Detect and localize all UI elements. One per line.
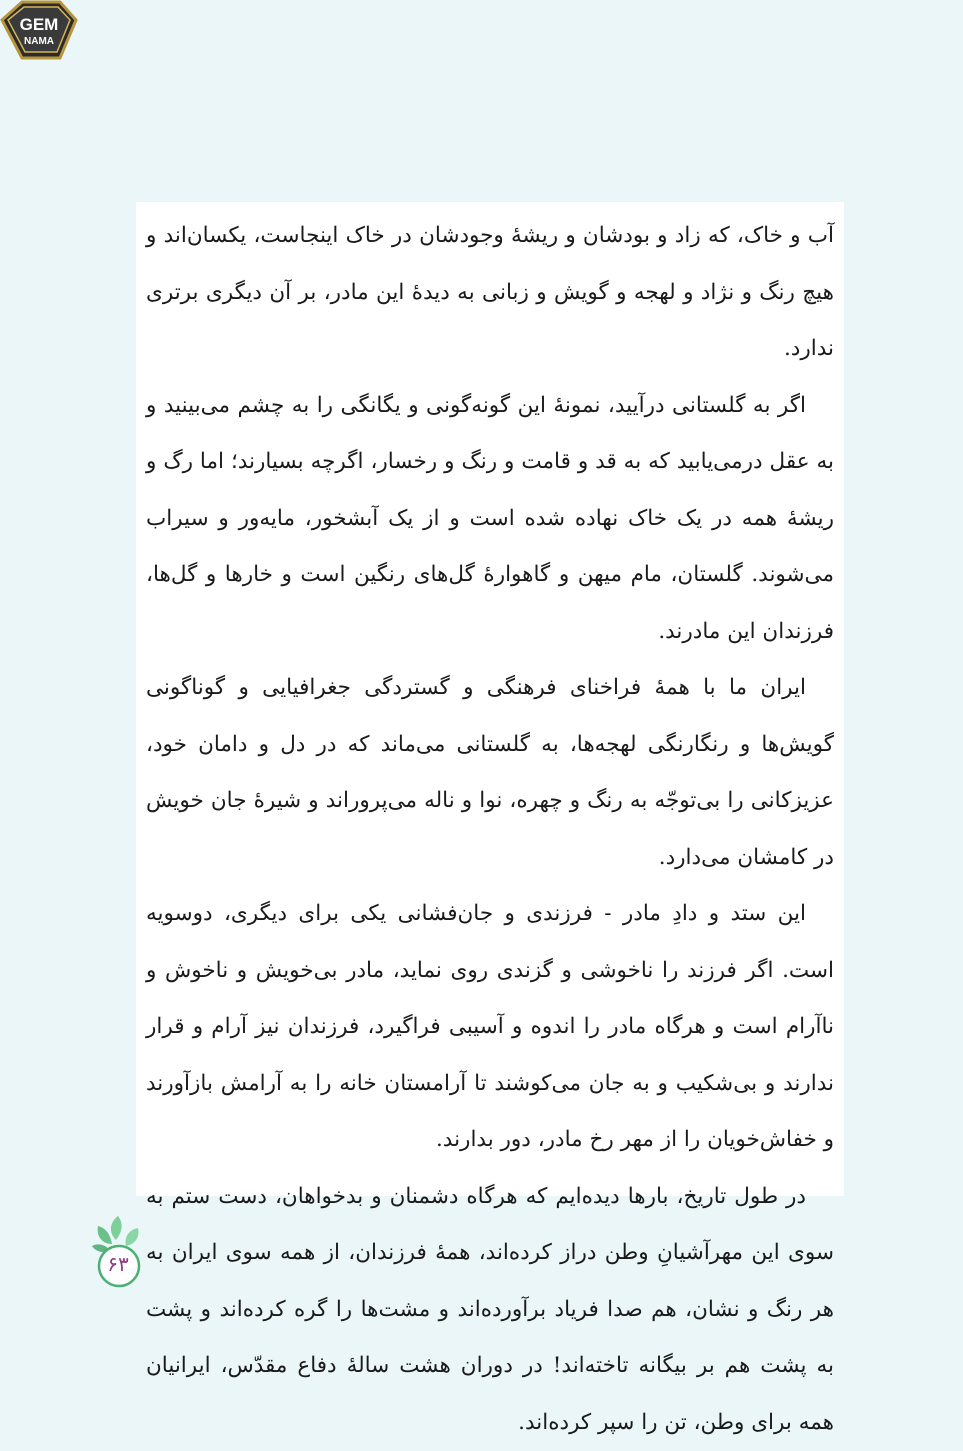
page-number: ۶۳ xyxy=(95,1252,141,1276)
text-panel xyxy=(136,202,844,1196)
paragraph-1: آب و خاک، که زاد و بودشان و ریشهٔ وجودشان در خاک اینجاست، یکسان‌اند و هیچ رنگ و نژاد و لهجه و گویش و زبانی به دیدهٔ این مادر، بر آن دیگری برتری ندارد. xyxy=(146,208,834,378)
gem-nama-logo xyxy=(0,0,78,64)
paragraph-2: اگر به گلستانی درآیید، نمونهٔ این گونه‌گونی و یگانگی را به چشم می‌بینید و به عقل درمی‌یابید که به قد و قامت و رنگ و رخسار، اگرچه بسیارند؛ اما رگ و ریشهٔ همه در یک خاک نهاده شده است و از یک آبشخور، مایه‌ور و سیراب می‌شوند. گلستان، مام میهن و گاهوارهٔ گل‌های رنگین است و خارها و گل‌ها، فرزندان این مادرند. xyxy=(146,378,834,661)
paragraph-5: در طول تاریخ، بارها دیده‌ایم که هرگاه دشمنان و بدخواهان، دست ستم به سوی این مهرآشیانِ وطن دراز کرده‌اند، همهٔ فرزندان، از همه سوی ایران به هر رنگ و نشان، هم صدا فریاد برآورده‌اند و مشت‌ها را گره کرده‌اند و پشت به پشت هم بر بیگانه تاخته‌اند! در دوران هشت سالهٔ دفاع مقدّس، ایرانیان همه برای وطن، تن را سپر کرده‌اند. xyxy=(146,1169,834,1451)
leaf-ornament-icon xyxy=(88,1212,150,1290)
logo-text-nama: NAMA xyxy=(24,36,54,47)
paragraph-3: ایران ما با همهٔ فراخنای فرهنگی و گستردگی جغرافیایی و گوناگونی گویش‌ها و رنگارنگی لهجه‌ها، به گلستانی می‌ماند که در دل و دامان خود، عزیزکانی را بی‌توجّه به رنگ و چهره، نوا و ناله می‌پروراند و شیرهٔ جان خویش در کامشان می‌دارد. xyxy=(146,660,834,886)
logo-text-gem: GEM xyxy=(20,15,59,34)
paragraph-4: این ستد و دادِ مادر - فرزندی و جان‌فشانی یکی برای دیگری، دوسویه است. اگر فرزند را ناخوشی و گزندی روی نماید، مادر بی‌خویش و ناخوش و ناآرام است و هرگاه مادر را اندوه و آسیبی فراگیرد، فرزندان نیز آرام و قرار ندارند و بی‌شکیب و به جان می‌کوشند تا آرامستان خانه را به آرامش بازآورند و خفاش‌خویان را از مهر رخ مادر، دور بدارند. xyxy=(146,886,834,1169)
